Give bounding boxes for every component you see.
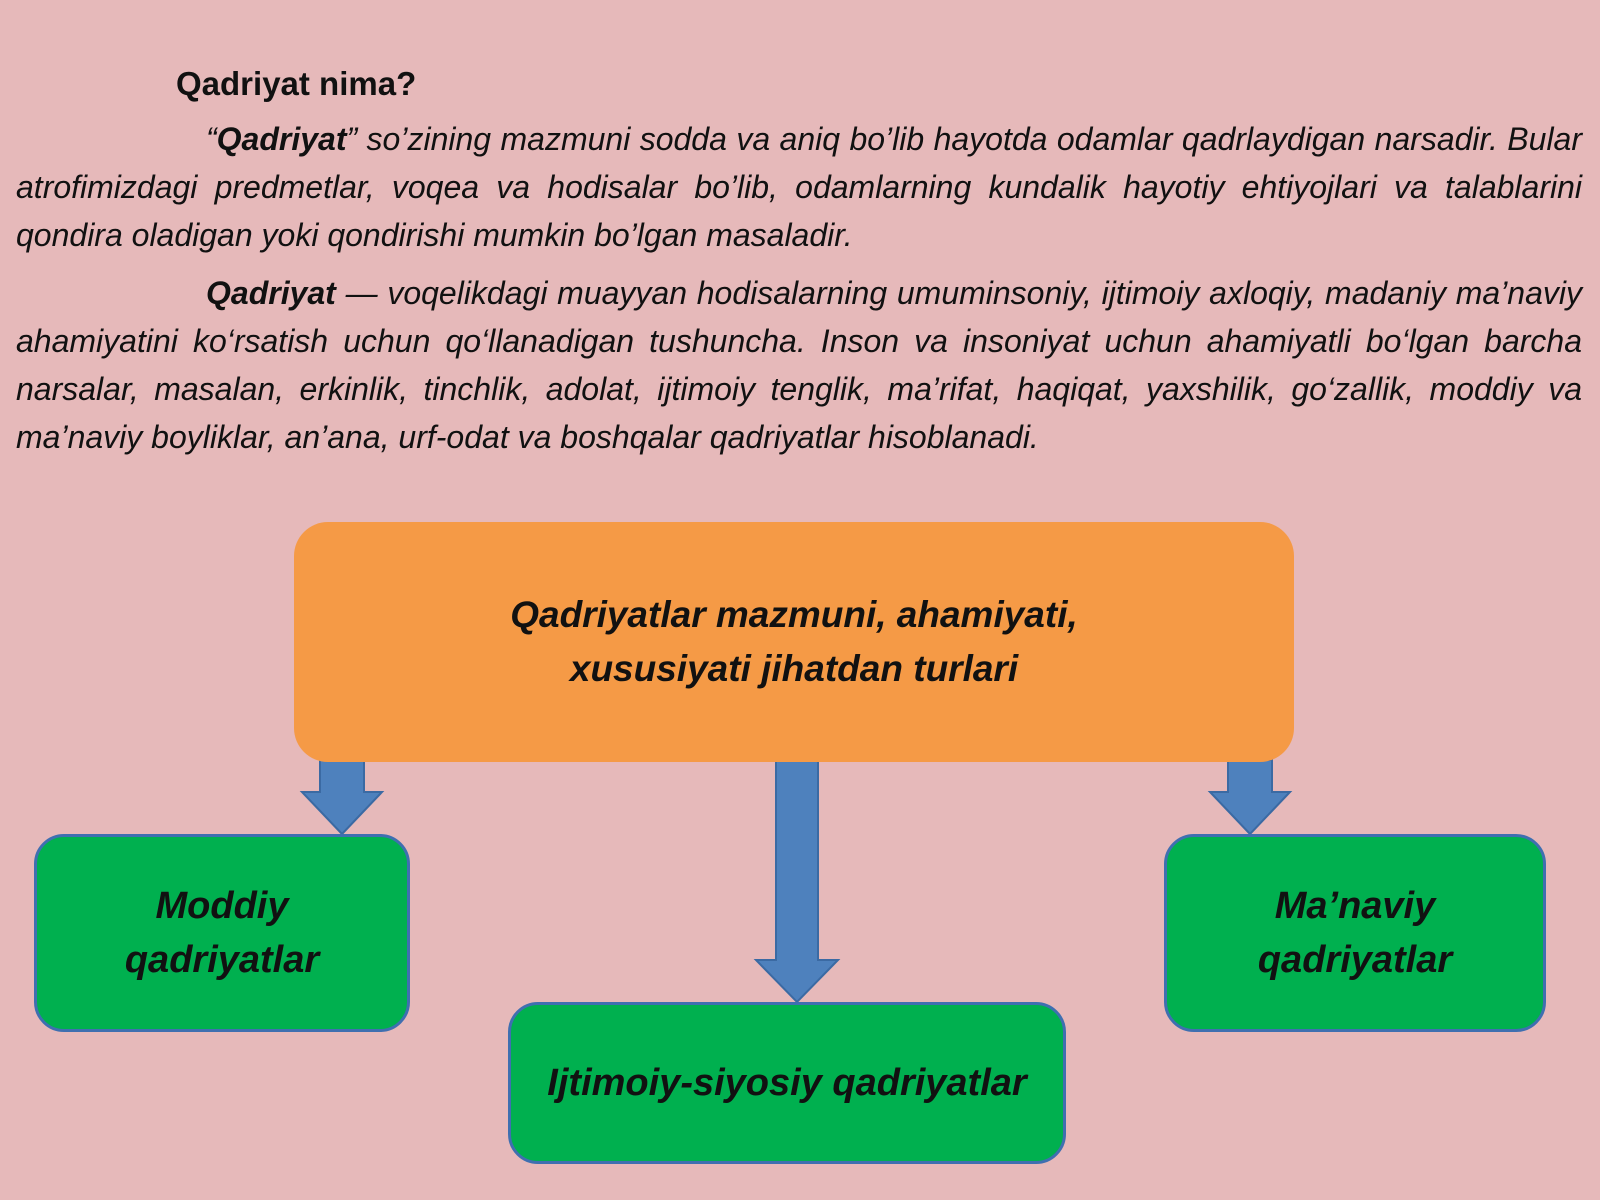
diagram-root-box: Qadriyatlar mazmuni, ahamiyati, xususiyati jihatdan turlari — [294, 522, 1294, 762]
arrow-to-moddiy — [302, 760, 382, 834]
moddiy-qadriyatlar-box: Moddiy qadriyatlar — [34, 834, 410, 1032]
page-heading: Qadriyat nima? — [176, 65, 417, 102]
definition-paragraph-2 — [16, 269, 1582, 461]
ijtimoiy-siyosiy-qadriyatlar-box: Ijtimoiy-siyosiy qadriyatlar — [508, 1002, 1066, 1164]
paragraph-1-text: ” so’zining mazmuni sodda va aniq bo’lib hayotda odamlar qadrlaydigan narsadir. Bular atrofimizdagi predmetlar, voqea va hodisalar bo’lib, odamlarning kundalik hayotiy ehtiyojlari va talablarini qondira oladigan yoki qondirishi mumkin bo’lgan masaladir. — [16, 121, 1582, 253]
arrow-to-ijtimoiy — [756, 760, 838, 1002]
definition-paragraph-1 — [16, 115, 1582, 259]
open-quote: “ — [206, 121, 217, 157]
manaviy-qadriyatlar-box: Ma’naviy qadriyatlar — [1164, 834, 1546, 1032]
term-qadriyat-2: Qadriyat — [206, 275, 336, 311]
paragraph-2-text: — voqelikdagi muayyan hodisalarning umuminsoniy, ijtimoiy axloqiy, madaniy ma’naviy ahamiyatini ko‘rsatish uchun qo‘llanadigan tushuncha. Inson va insoniyat uchun ahamiyatli bo‘lgan barcha narsalar, masalan, erkinlik, tinchlik, adolat, ijtimoiy tenglik, ma’rifat, haqiqat, yaxshilik, go‘zallik, moddiy va ma’naviy boyliklar, an’ana, urf-odat va boshqalar qadriyatlar hisoblanadi. — [16, 275, 1582, 455]
arrow-to-manaviy — [1210, 760, 1290, 834]
term-qadriyat: Qadriyat — [216, 121, 347, 157]
